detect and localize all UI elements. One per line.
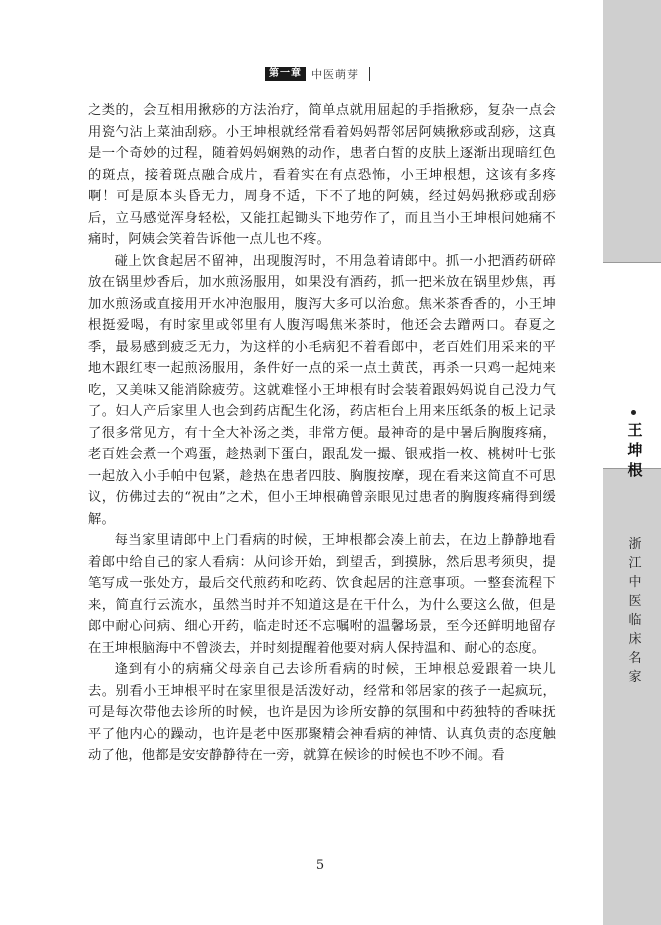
page-number: 5 bbox=[315, 858, 325, 873]
series-title-char: 浙 bbox=[628, 537, 642, 552]
paragraph: 每当家里请郎中上门看病的时候，王坤根都会凑上前去，在边上静静地看着郎中给自己的家人看病：从问诊开始，到望舌，到摸脉，然后思考须臾，提笔写成一张处方，最后交代煎药和吃药、饮食起居的注意事项。一整套流程下来，简直行云流水，虽然当时并不知道这是在干什么，为什么要这么做，但是郎中耐心问病、细心开药，临走时还不忘嘱咐的温馨场景，至今还鲜明地留存在王坤根脑海中不曾淡去，并时刻提醒着他要对病人保持温和、耐心的态度。 bbox=[88, 533, 556, 656]
chapter-label: 第一章 bbox=[265, 67, 306, 81]
chapter-title: 中医萌芽 bbox=[311, 68, 359, 81]
series-title-char: 家 bbox=[628, 670, 642, 685]
running-head bbox=[265, 66, 370, 82]
paragraph: 逢到有小的病痛父母亲自己去诊所看病的时候，王坤根总爱跟着一块儿去。别看小王坤根平时在家里很是活泼好动，经常和邻居家的孩子一起疯玩，可是每次带他去诊所的时候，也许是因为诊所安静的氛围和中药独特的香味抚平了他内心的躁动，也许是老中医那聚精会神看病的神情、认真负责的态度触动了他，他都是安安静静待在一旁，就算在候诊的时候也不吵不闹。看 bbox=[88, 662, 556, 763]
series-title-char: 医 bbox=[628, 594, 642, 609]
side-tab bbox=[603, 0, 661, 925]
physician-name-char: 坤 bbox=[627, 441, 643, 459]
series-title-char: 江 bbox=[628, 556, 642, 571]
series-title-char: 床 bbox=[628, 632, 642, 647]
side-tab-label-band bbox=[603, 262, 661, 685]
series-title-char: 名 bbox=[628, 651, 642, 666]
physician-name bbox=[625, 420, 645, 480]
physician-name-char: 王 bbox=[627, 421, 643, 439]
paragraph: 之类的，会互相用揪痧的方法治疗，简单点就用屈起的手指揪痧，复杂一点会用瓷勺沾上菜油刮痧。小王坤根就经常看着妈妈帮邻居阿姨揪痧或刮痧，这真是一个奇妙的过程，随着妈妈娴熟的动作，患者白皙的皮肤上逐渐出现暗红色的斑点，接着斑点融合成片，看着实在有点恐怖，小王坤根想，这该有多疼啊！可是原本头昏无力，周身不适，下不了地的阿姨，经过妈妈揪痧或刮痧后，立马感觉浑身轻松，又能扛起锄头下地劳作了，而且当小王坤根问她痛不痛时，阿姨会笑着告诉他一点儿也不疼。 bbox=[88, 103, 556, 247]
paragraph: 碰上饮食起居不留神，出现腹泻时，不用急着请郎中。抓一小把酒药研碎放在锅里炒香后，加水煎汤服用，如果没有酒药，抓一把米放在锅里炒焦，再加水煎汤或直接用开水冲泡服用，腹泻大多可以治愈。焦米茶香香的，小王坤根挺爱喝，有时家里或邻里有人腹泻喝焦米茶时，他还会去蹭两口。春夏之季，最易感到疲乏无力，为这样的小毛病犯不着看郎中，老百姓们用采来的平地木跟红枣一起煎汤服用，条件好一点的采一点土黄芪，再杀一只鸡一起炖来吃，又美味又能消除疲劳。这就难怪小王坤根有时会装着跟妈妈说自己没力气了。妇人产后家里人也会到药店配生化汤，药店柜台上用来压纸条的板上记录了很多常见方，有十全大补汤之类，非常方便。最神奇的是中暑后胸腹疼痛，老百姓会煮一个鸡蛋，趁热剥下蛋白，跟乱发一撮、银戒指一枚、桃树叶七张一起放入小手帕中包紧，趁热在患者四肢、胸腹按摩，现在看来这简直不可思议，仿佛过去的“祝由”之术，但小王坤根确曾亲眼见过患者的胸腹疼痛得到缓解。 bbox=[88, 253, 556, 527]
series-title bbox=[627, 535, 643, 687]
series-title-char: 临 bbox=[628, 613, 642, 628]
separator-dot bbox=[631, 410, 636, 415]
body-text bbox=[88, 100, 556, 767]
physician-name-char: 根 bbox=[627, 461, 643, 479]
running-head-divider bbox=[369, 67, 370, 81]
series-title-char: 中 bbox=[628, 575, 642, 590]
